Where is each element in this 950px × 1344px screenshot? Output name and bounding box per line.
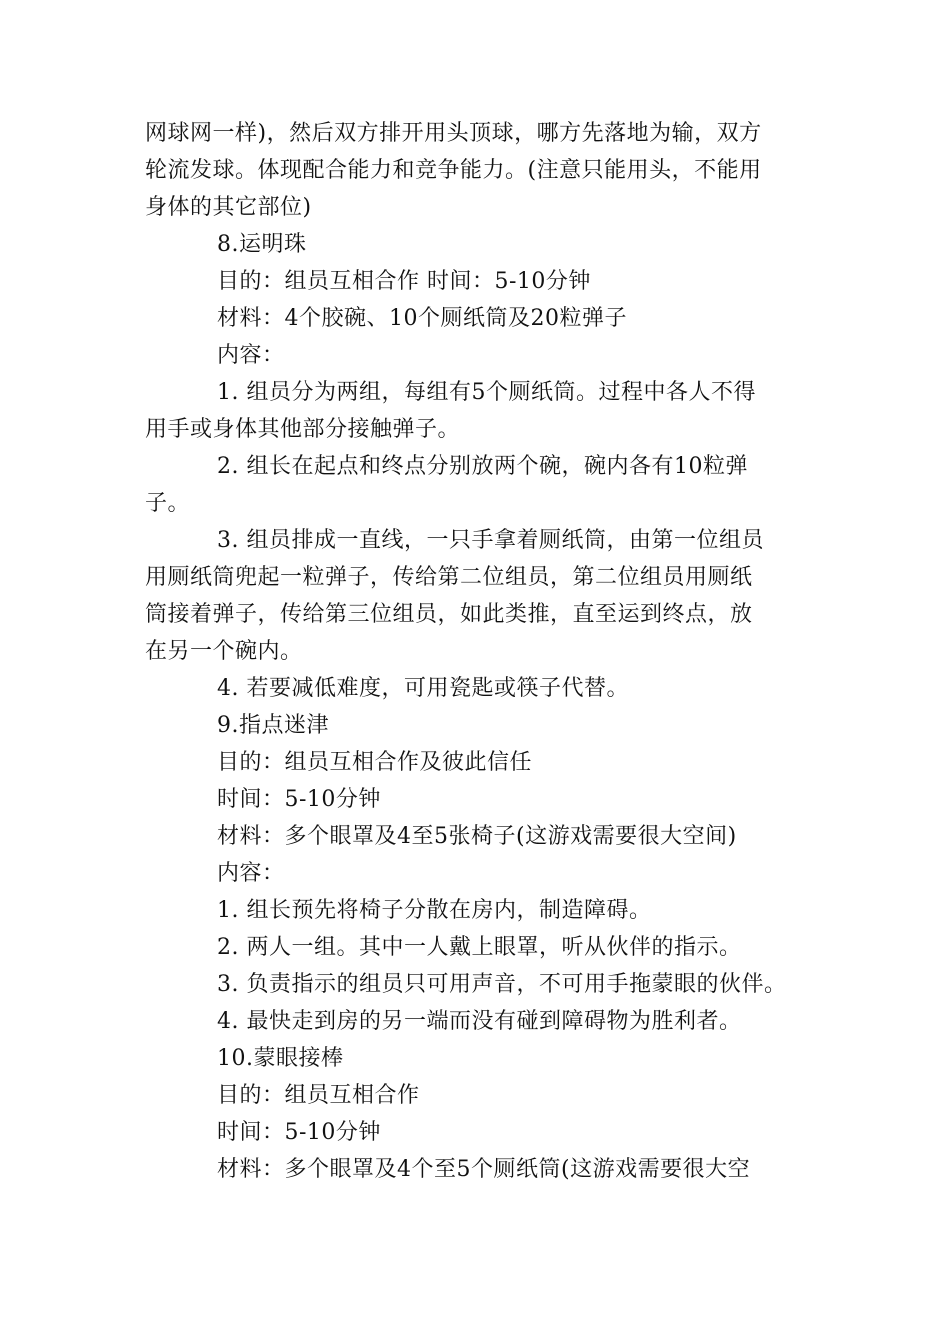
text-line: 用厕纸筒兜起一粒弹子，传给第二位组员，第二位组员用厕纸	[145, 565, 753, 590]
text-line: 内容：	[217, 861, 285, 886]
list-item: 3. 负责指示的组员只可用声音，不可用手拖蒙眼的伙伴。	[217, 972, 787, 997]
list-item: 1. 组员分为两组，每组有5个厕纸筒。过程中各人不得	[217, 380, 756, 405]
text-line: 网球网一样)，然后双方排开用头顶球，哪方先落地为输，双方	[145, 121, 762, 146]
text-line: 材料：4个胶碗、10个厕纸筒及20粒弹子	[217, 306, 627, 331]
text-line: 轮流发球。体现配合能力和竞争能力。(注意只能用头，不能用	[145, 158, 762, 183]
list-item: 3. 组员排成一直线，一只手拿着厕纸筒，由第一位组员	[217, 528, 764, 553]
text-line: 身体的其它部位)	[145, 195, 312, 220]
section-heading: 9.指点迷津	[217, 713, 329, 738]
text-line: 内容：	[217, 343, 285, 368]
text-line: 用手或身体其他部分接触弹子。	[145, 417, 461, 442]
text-line: 材料：多个眼罩及4至5张椅子(这游戏需要很大空间)	[217, 824, 737, 849]
text-line: 在另一个碗内。	[145, 639, 303, 664]
list-item: 1. 组长预先将椅子分散在房内，制造障碍。	[217, 898, 652, 923]
text-line: 目的：组员互相合作 时间：5-10分钟	[217, 269, 591, 294]
text-line: 筒接着弹子，传给第三位组员，如此类推，直至运到终点，放	[145, 602, 753, 627]
section-heading: 10.蒙眼接棒	[217, 1046, 344, 1071]
list-item: 4. 若要减低难度，可用瓷匙或筷子代替。	[217, 676, 629, 701]
list-item: 2. 组长在起点和终点分别放两个碗，碗内各有10粒弹	[217, 454, 748, 479]
document-body	[145, 115, 825, 1188]
text-line: 材料：多个眼罩及4个至5个厕纸筒(这游戏需要很大空	[217, 1157, 751, 1182]
list-item: 4. 最快走到房的另一端而没有碰到障碍物为胜利者。	[217, 1009, 742, 1034]
text-line: 目的：组员互相合作	[217, 1083, 420, 1108]
text-line: 时间：5-10分钟	[217, 1120, 381, 1145]
text-line: 目的：组员互相合作及彼此信任	[217, 750, 533, 775]
text-line: 子。	[145, 491, 191, 516]
text-line: 时间：5-10分钟	[217, 787, 381, 812]
list-item: 2. 两人一组。其中一人戴上眼罩，听从伙伴的指示。	[217, 935, 742, 960]
section-heading: 8.运明珠	[217, 232, 307, 257]
